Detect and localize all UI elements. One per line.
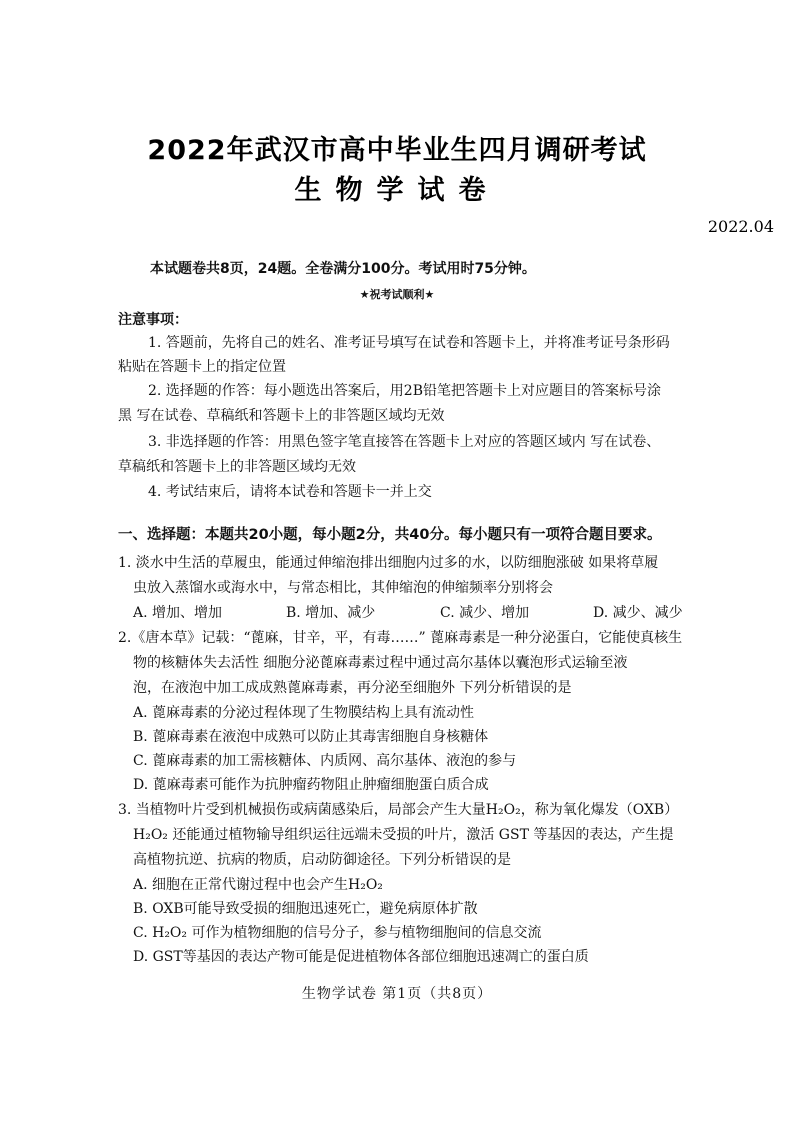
notes-heading: 注意事项： — [118, 312, 188, 328]
q1-option-d: D. 减少、减少 — [593, 605, 683, 621]
q2-option-b: B. 蓖麻毒素在液泡中成熟可以防止其毒害细胞自身核糖体 — [133, 729, 489, 745]
note-2-line-1: 2. 选择题的作答：每小题选出答案后，用2B铅笔把答题卡上对应题目的答案标号涂 — [148, 383, 662, 399]
note-2-line-2: 黑 写在试卷、草稿纸和答题卡上的非答题区域均无效 — [118, 408, 445, 424]
q3-stem-line-2: H₂O₂ 还能通过植物输导组织运往远端未受损的叶片，激活 GST 等基因的表达，产生提 — [133, 827, 674, 843]
note-4: 4. 考试结束后，请将本试卷和答题卡一并上交 — [148, 484, 432, 500]
q3-option-d: D. GST等基因的表达产物可能是促进植物体各部位细胞迅速凋亡的蛋白质 — [133, 949, 589, 965]
note-1-line-2: 粘贴在答题卡上的指定位置 — [118, 359, 286, 375]
note-3-line-2: 草稿纸和答题卡上的非答题区域均无效 — [118, 459, 356, 475]
exam-subtitle: 生物学试卷 — [294, 175, 500, 206]
q3-stem-line-3: 高植物抗逆、抗病的物质，启动防御途径。下列分析错误的是 — [133, 852, 511, 868]
q2-option-c: C. 蓖麻毒素的加工需核糖体、内质网、高尔基体、液泡的参与 — [133, 753, 517, 769]
q1-stem-line-2: 虫放入蒸馏水或海水中，与常态相比，其伸缩泡的伸缩频率分别将会 — [133, 580, 553, 596]
q2-option-d: D. 蓖麻毒素可能作为抗肿瘤药物阻止肿瘤细胞蛋白质合成 — [133, 777, 489, 793]
q3-option-a: A. 细胞在正常代谢过程中也会产生H₂O₂ — [133, 877, 383, 893]
q2-stem-line-1: 2.《唐本草》记载：“蓖麻，甘辛，平，有毒……” 蓖麻毒素是一种分泌蛋白，它能使真核生 — [118, 630, 683, 646]
q1-option-b: B. 增加、减少 — [286, 605, 376, 621]
q1-option-c: C. 减少、增加 — [440, 605, 530, 621]
exam-title: 2022年武汉市高中毕业生四月调研考试 — [147, 135, 647, 166]
q2-option-a: A. 蓖麻毒素的分泌过程体现了生物膜结构上具有流动性 — [133, 705, 475, 721]
note-3-line-1: 3. 非选择题的作答：用黑色签字笔直接答在答题卡上对应的答题区域内 写在试卷、 — [148, 434, 661, 450]
q2-stem-line-3: 泡，在液泡中加工成成熟蓖麻毒素，再分泌至细胞外 下列分析错误的是 — [133, 680, 572, 696]
q1-option-a: A. 增加、增加 — [133, 605, 223, 621]
q1-stem-line-1: 1. 淡水中生活的草履虫，能通过伸缩泡排出细胞内过多的水，以防细胞涨破 如果将草履 — [118, 555, 659, 571]
note-1-line-1: 1. 答题前，先将自己的姓名、准考证号填写在试卷和答题卡上，并将准考证号条形码 — [148, 335, 670, 351]
page-footer: 生物学试卷 第1页（共8页） — [301, 986, 493, 1002]
exam-date: 2022.04 — [707, 217, 774, 236]
q2-stem-line-2: 物的核糖体失去活性 细胞分泌蓖麻毒素过程中通过高尔基体以囊泡形式运输至液 — [133, 655, 628, 671]
exam-info: 本试题卷共8页，24题。全卷满分100分。考试用时75分钟。 — [150, 261, 536, 277]
q3-stem-line-1: 3. 当植物叶片受到机械损伤或病菌感染后，局部会产生大量H₂O₂，称为氧化爆发（OXB） — [118, 802, 679, 818]
q3-option-b: B. OXB可能导致受损的细胞迅速死亡，避免病原体扩散 — [133, 901, 478, 917]
section-heading: 一、选择题：本题共20小题，每小题2分，共40分。每小题只有一项符合题目要求。 — [118, 527, 662, 543]
q3-option-c: C. H₂O₂ 可作为植物细胞的信号分子，参与植物细胞间的信息交流 — [133, 925, 542, 941]
good-luck-banner: ★祝考试顺利★ — [359, 288, 435, 301]
